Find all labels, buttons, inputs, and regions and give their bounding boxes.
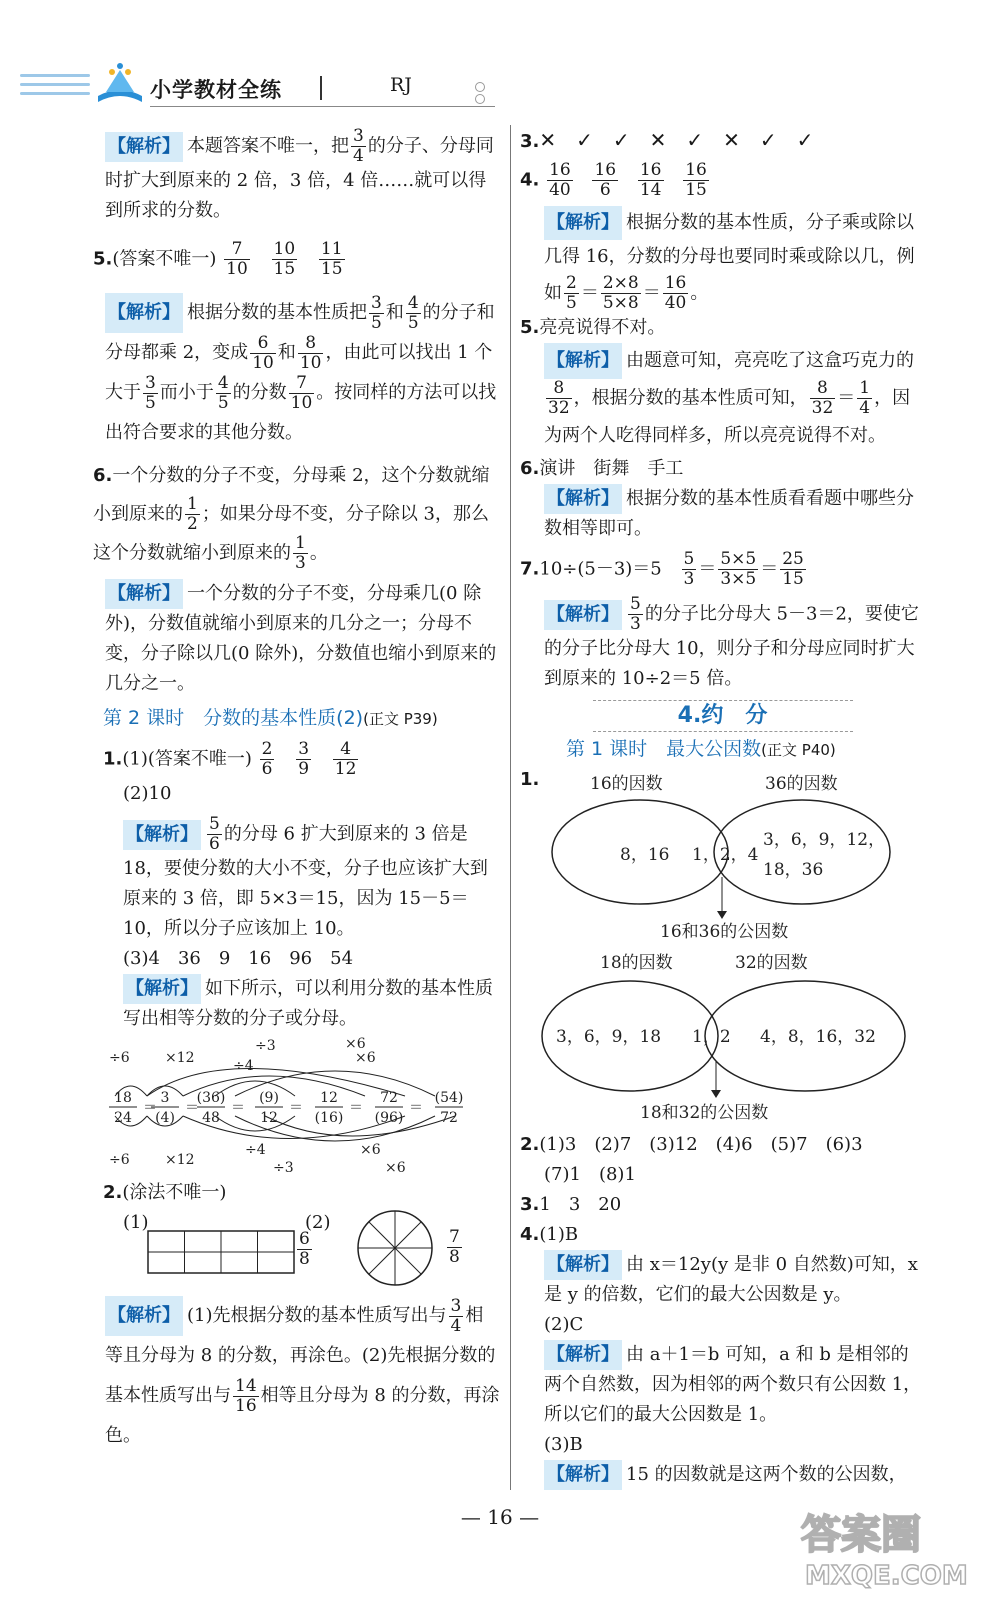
- chain-fraction-numerator: 12: [320, 1090, 338, 1106]
- question-5-right-analysis: 【解析】 由题意可知，亮亮吃了这盒巧克力的 $\frac{8}{32}$ ，根据分数的基本性质可知， $\frac{8}{32}$ ＝ $\frac{1}{4}$ ，因为两个人吃得同样多，所以亮亮说得不对。: [520, 343, 925, 454]
- shading-figures: (1) (2) $\frac{6}{8}$ $\frac{7}{8}$: [105, 1208, 500, 1288]
- question-5-right: 5.亮亮说得不对。: [520, 317, 666, 338]
- chain-fraction-denominator: (16): [314, 1110, 344, 1126]
- lesson2-question-2: 2.(涂法不唯一): [103, 1182, 227, 1203]
- section-q4-analysis-1: 【解析】 由 x＝12y(y 是非 0 自然数)可知，x 是 y 的倍数，它们的最大公因数是 y。: [520, 1250, 925, 1310]
- svg-text:×12: ×12: [165, 1152, 195, 1168]
- lesson-2-title: 第 2 课时 分数的基本性质(2)(正文 P39): [103, 707, 438, 729]
- chain-equals-sign: ＝: [185, 1100, 199, 1116]
- venn2-common: 1，2: [692, 1027, 731, 1047]
- chain-fraction-numerator: (54): [434, 1090, 464, 1106]
- question-5: 5.(答案不唯一) $\frac{7}{10}$ $\frac{10}{15}$ $\frac{11}{15}$: [93, 239, 343, 279]
- venn2-left-label: 18的因数: [600, 953, 673, 973]
- svg-text:÷4: ÷4: [245, 1142, 266, 1158]
- lesson2-q1-analysis: 【解析】 $\frac{5}{6}$ 的分母 6 扩大到原来的 3 倍是 18，要使分数的大小不变，分子也应该扩大到原来的 3 倍，即 5×3＝15，因为 15－5＝10，所以分子应该加上 10。: [123, 814, 488, 939]
- question-6: 6.一个分数的分子不变，分母乘 2，这个分数就缩小到原来的 $\frac{1}{2}$ ；如果分母不变，分子除以 3，那么这个分数就缩小到原来的 $\frac{1}{3}$ 。: [93, 465, 490, 573]
- chain-equals-sign: ＝: [349, 1100, 363, 1116]
- chain-fraction-numerator: 3: [160, 1090, 170, 1106]
- header-underline: [150, 106, 495, 107]
- book-logo-icon: [92, 62, 148, 110]
- left-column: [93, 125, 500, 1456]
- section-question-4: 4.(1)B: [520, 1224, 579, 1245]
- question-4-analysis: 【解析】 根据分数的基本性质，分子乘或除以几得 16，分数的分母也要同时乘或除以几，例如 $\frac{2}{5}$ ＝ $\frac{2\times 8}{5\times 8}$ ＝ $\frac{16}{40}$ 。: [520, 206, 925, 313]
- chain-fraction-numerator: (9): [259, 1090, 279, 1106]
- venn2-left-only: 3，6，9，18: [556, 1027, 662, 1047]
- venn2-caption: 18和32的公因数: [640, 1103, 769, 1123]
- circle-sector-figure: [355, 1208, 435, 1288]
- svg-text:MXQE.COM: MXQE.COM: [805, 1561, 968, 1590]
- svg-text:×6: ×6: [345, 1036, 366, 1052]
- analysis-label: 【解析】: [105, 132, 183, 162]
- venn2-right-label: 32的因数: [735, 953, 808, 973]
- equivalent-fraction-chain-diagram: [105, 1036, 500, 1176]
- venn1-left-label: 16的因数: [590, 774, 663, 794]
- chain-fraction-denominator: 24: [114, 1110, 132, 1126]
- venn2-right-only: 4，8，16，32: [760, 1027, 876, 1047]
- section-question-1: 1.: [520, 769, 540, 790]
- chain-equals-sign: ＝: [409, 1100, 423, 1116]
- svg-text:÷3: ÷3: [255, 1038, 276, 1054]
- header-circles-decoration: [475, 80, 485, 106]
- lesson2-q1-part2: (2)10: [123, 783, 172, 804]
- section-title: 4.约 分: [677, 703, 768, 728]
- question-7-right-analysis: 【解析】 $\frac{5}{3}$ 的分子比分母大 5－3＝2，要使它的分子比分母大 10，则分子和分母应同时扩大到原来的 10÷2＝5 倍。: [544, 594, 919, 689]
- section-question-2: 2.(1)3 (2)7 (3)12 (4)6 (5)7 (6)3: [520, 1134, 863, 1155]
- svg-text:×6: ×6: [385, 1160, 406, 1176]
- svg-text:答案圈: 答案圈: [801, 1512, 921, 1558]
- question-5-analysis: 【解析】 根据分数的基本性质把 $\frac{3}{5}$ 和 $\frac{4}{5}$ 的分子和分母都乘 2，变成 $\frac{6}{10}$ 和 $\frac{8}{10}$ ，由此可以找出 1 个大于 $\frac{3}{5}$ 而小于 $\frac{4}{5}$ 的分数 $\frac{7}{10}$ 。按同样的方法可以找出符合要求的其他分数。: [105, 292, 497, 443]
- header-separator: [320, 76, 322, 100]
- book-title: 小学教材全练: [150, 78, 282, 102]
- question-6-right-analysis: 【解析】 根据分数的基本性质看看题中哪些分数相等即可。: [520, 484, 925, 544]
- fraction: $\frac{3}{4}$: [353, 126, 364, 166]
- chain-fraction-denominator: 48: [202, 1110, 220, 1126]
- lesson2-question-1: 1.(1)(答案不唯一) $\frac{2}{6}$ $\frac{3}{9}$ $\frac{4}{12}$: [103, 739, 357, 779]
- rectangle-grid-figure: [147, 1230, 297, 1276]
- watermark-logo: [795, 1500, 970, 1590]
- chain-equals-sign: ＝: [143, 1100, 157, 1116]
- lesson2-q1-part3: (3)4 36 9 16 96 54: [123, 948, 354, 969]
- page-header: [20, 62, 490, 112]
- svg-text:÷3: ÷3: [273, 1160, 294, 1176]
- lesson2-q1-analysis-2: 【解析】 如下所示，可以利用分数的基本性质写出相等分数的分子或分母。: [105, 974, 500, 1034]
- venn1-right-only-1: 3，6，9，12，: [763, 830, 886, 850]
- svg-text:÷4: ÷4: [233, 1058, 254, 1074]
- chain-equals-sign: ＝: [231, 1100, 245, 1116]
- chain-fraction-numerator: (36): [196, 1090, 226, 1106]
- question-3-marks: 3.✕ ✓ ✓ ✕ ✓ ✕ ✓ ✓: [520, 128, 814, 152]
- section-q4-part3: (3)B: [544, 1434, 583, 1455]
- lesson-1-title: 第 1 课时 最大公因数(正文 P40): [566, 738, 836, 760]
- section-q4-analysis-2: 【解析】 由 a＋1＝b 可知，a 和 b 是相邻的两个自然数，因为相邻的两个数只有公因数 1，所以它们的最大公因数是 1。: [520, 1340, 925, 1430]
- svg-text:×12: ×12: [165, 1050, 195, 1066]
- lesson2-q2-analysis: 【解析】 (1)先根据分数的基本性质写出与 $\frac{3}{4}$ 相等且分母为 8 的分数，再涂色。(2)先根据分数的基本性质写出与 $\frac{14}{16}$ 相等且分母为 8 的分数，再涂色。: [105, 1295, 500, 1446]
- chain-fraction-denominator: 12: [260, 1110, 278, 1126]
- chain-top-op: ÷6: [109, 1050, 130, 1066]
- chain-fraction-denominator: (96): [374, 1110, 404, 1126]
- venn1-right-only-2: 18，36: [763, 860, 824, 880]
- column-divider: [510, 125, 511, 1490]
- section-q4-analysis-3: 【解析】 15 的因数就是这两个数的公因数，: [520, 1460, 925, 1490]
- question-7-right: 7.10÷(5－3)＝5 $\frac{5}{3}$ ＝ $\frac{5\times 5}{3\times 5}$ ＝ $\frac{25}{15}$: [520, 549, 804, 589]
- header-stripes: [20, 74, 90, 101]
- chain-fraction-denominator: 72: [440, 1110, 458, 1126]
- section-question-2-line2: (7)1 (8)1: [544, 1164, 636, 1185]
- section-q4-part2: (2)C: [544, 1314, 584, 1335]
- section-question-3: 3.1 3 20: [520, 1194, 622, 1215]
- page-number: — 16 —: [460, 1505, 540, 1529]
- venn-diagram-16-36: [520, 767, 925, 942]
- chain-fraction-numerator: 72: [380, 1090, 398, 1106]
- chain-fraction-denominator: (4): [155, 1110, 175, 1126]
- chain-fraction-numerator: 18: [114, 1090, 132, 1106]
- question-4: 4. $\frac{16}{40}$ $\frac{16}{6}$ $\frac{16}{14}$ $\frac{16}{15}$: [520, 160, 707, 200]
- svg-text:÷6: ÷6: [109, 1152, 130, 1168]
- venn1-common: 1，2，4: [692, 845, 759, 865]
- venn-diagram-18-32: [520, 946, 925, 1126]
- analysis-block: 【解析】 本题答案不唯一，把 $\frac{3}{4}$ 的分子、分母同时扩大到原来的 2 倍，3 倍，4 倍……就可以得到所求的分数。: [105, 126, 494, 221]
- svg-text:×6: ×6: [360, 1142, 381, 1158]
- svg-text:×6: ×6: [355, 1050, 376, 1066]
- venn1-caption: 16和36的公因数: [660, 922, 789, 942]
- venn1-left-only: 8，16: [620, 845, 670, 865]
- question-6-right: 6.演讲 街舞 手工: [520, 458, 684, 479]
- chain-equals-sign: ＝: [289, 1100, 303, 1116]
- edition-label: RJ: [390, 74, 412, 96]
- question-6-analysis: 【解析】 一个分数的分子不变，分母乘几(0 除外)，分数值就缩小到原来的几分之一；分母不变，分子除以几(0 除外)，分数值也缩小到原来的几分之一。: [105, 579, 500, 699]
- venn1-right-label: 36的因数: [765, 774, 838, 794]
- section-bottom-rule: [593, 731, 853, 732]
- right-column: [520, 125, 925, 1490]
